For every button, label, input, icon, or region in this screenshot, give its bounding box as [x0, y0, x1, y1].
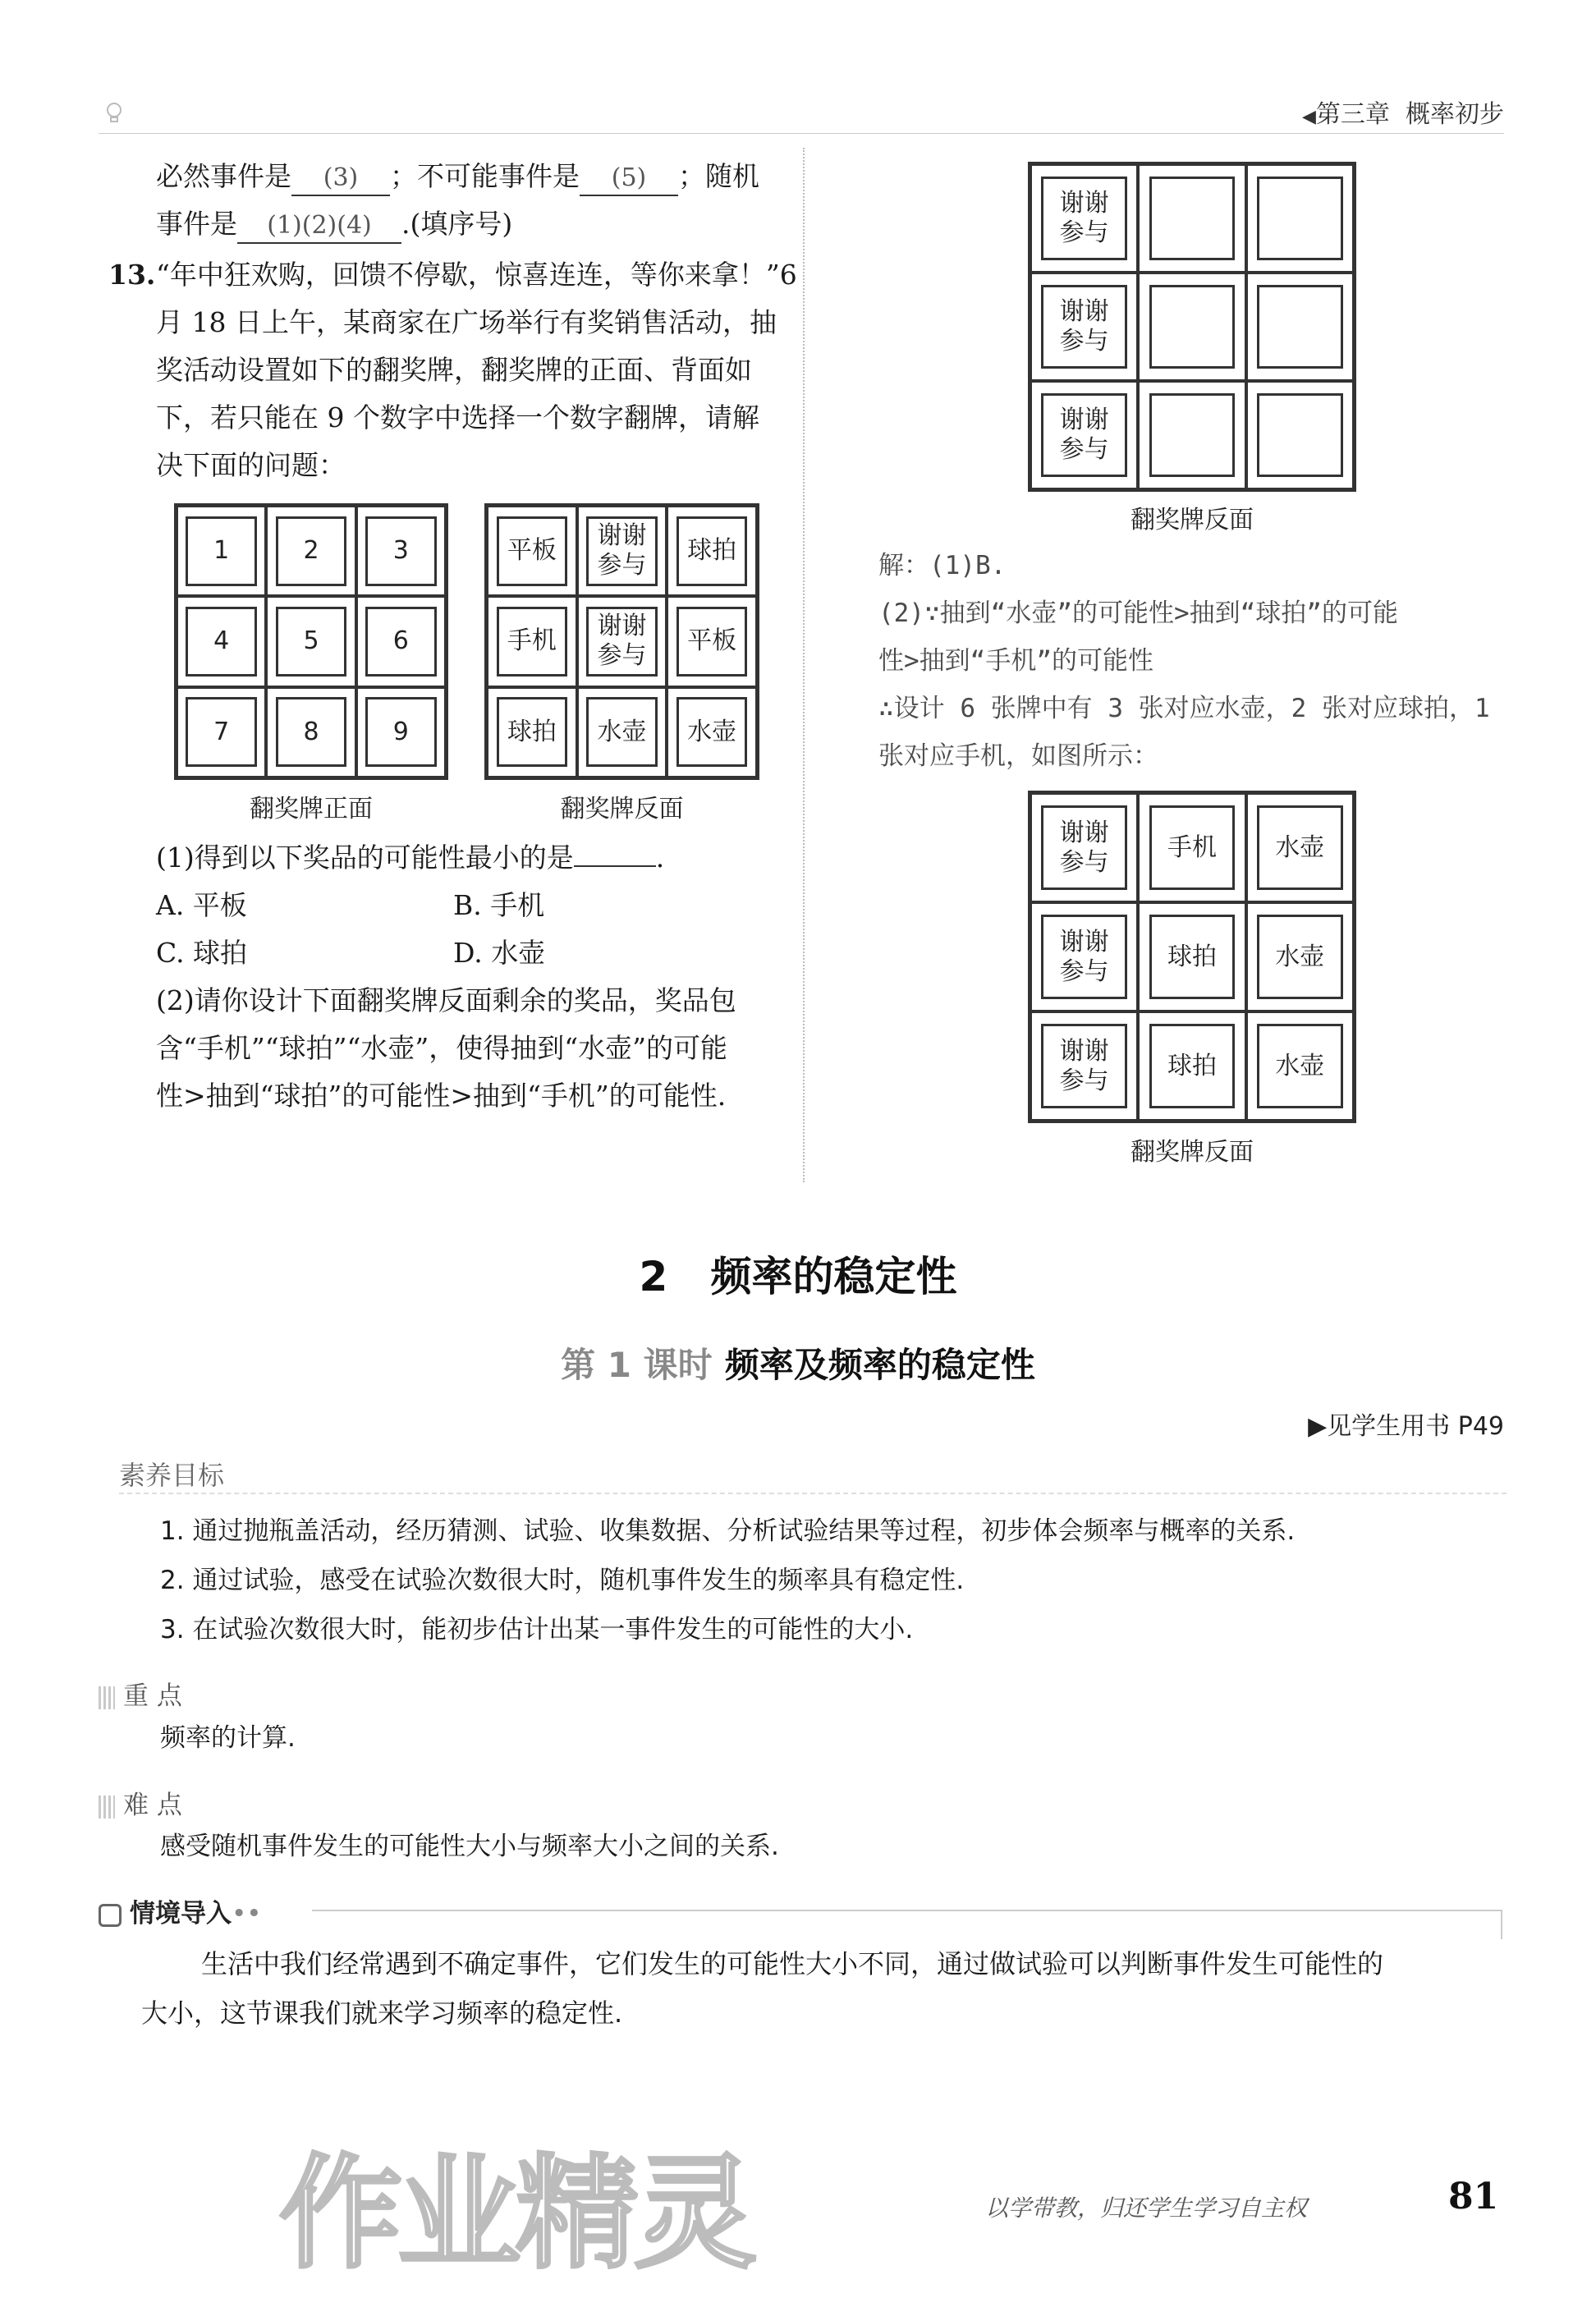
- answer-line-2: (2)∵抽到“水壶”的可能性>抽到“球拍”的可能: [878, 599, 1398, 628]
- back-cell: [667, 687, 757, 777]
- front-card-grid: [174, 503, 448, 780]
- q12-line2: [156, 200, 512, 248]
- filled-cell: [1246, 1011, 1354, 1121]
- q12-impossible-answer: (5): [580, 162, 678, 196]
- option-b: B. 手机: [453, 889, 545, 921]
- lesson-title: 频率及频率的稳定性: [724, 1345, 1035, 1385]
- triangle-icon: ◀: [1302, 107, 1316, 127]
- front-card: 6: [365, 607, 436, 677]
- blank-caption: 翻奖牌反面: [1130, 506, 1254, 534]
- q13-sub2-line-1: (2)请你设计下面翻奖牌反面剩余的奖品，奖品包: [156, 984, 736, 1016]
- difficult-bar-icon: [99, 1796, 115, 1819]
- back-card: 水壶: [586, 697, 658, 767]
- lesson-heading: [0, 1338, 1596, 1387]
- key-heading-text: 重 点: [123, 1681, 182, 1711]
- front-card: 9: [365, 697, 436, 767]
- blank-card: [1149, 393, 1235, 477]
- q13-line-5: 决下面的问题：: [156, 449, 346, 481]
- blank-cell: [1138, 381, 1245, 489]
- filled-card: 手机: [1149, 805, 1235, 890]
- watermark: 作业精灵: [279, 2143, 753, 2286]
- back-cell: [577, 506, 667, 596]
- filled-card: 球拍: [1149, 1024, 1235, 1108]
- front-cell: [266, 596, 355, 686]
- key-bar-icon: [99, 1686, 115, 1709]
- filled-card: 水壶: [1257, 805, 1342, 890]
- filled-cell: [1246, 793, 1354, 902]
- q13-sub1-text: (1)得到以下奖品的可能性最小的是: [156, 842, 574, 874]
- q13-line-1: “年中狂欢购，回馈不停歇，惊喜连连，等你来拿！”6: [156, 259, 797, 291]
- q12-impossible-label: ；不可能事件是: [390, 160, 580, 192]
- chapter-title: 概率初步: [1406, 100, 1504, 129]
- intro-heading: [99, 1892, 262, 1929]
- goals-heading: 素养目标: [119, 1460, 225, 1491]
- q13-line-2: 月 18 日上午，某商家在广场举行有奖销售活动，抽: [156, 306, 777, 338]
- back-cell: [577, 596, 667, 686]
- difficult-heading: [99, 1784, 182, 1821]
- front-cell: [266, 506, 355, 596]
- filled-cell: [1030, 902, 1138, 1011]
- filled-cell: [1138, 902, 1245, 1011]
- filled-card-grid: [1028, 791, 1356, 1123]
- blank-card: 谢谢 参与: [1041, 393, 1126, 477]
- filled-cell: [1030, 793, 1138, 902]
- lesson-prefix: 第 1 课时: [561, 1345, 713, 1385]
- option-d: D. 水壶: [453, 937, 546, 969]
- blank-card-grid: [1028, 162, 1356, 492]
- front-card: 5: [276, 607, 346, 677]
- front-caption: 翻奖牌正面: [250, 795, 373, 823]
- q12-line1: [156, 153, 759, 200]
- blank-cell: [1246, 164, 1354, 273]
- difficult-heading-text: 难 点: [123, 1791, 182, 1820]
- filled-card: 水壶: [1257, 915, 1342, 999]
- filled-card: 水壶: [1257, 1024, 1342, 1108]
- blank-card: 谢谢 参与: [1041, 177, 1126, 260]
- front-cell: [177, 596, 266, 686]
- goals-rule: [119, 1493, 1507, 1494]
- page-number: 81: [1448, 2176, 1499, 2218]
- intro-line-1: 生活中我们经常遇到不确定事件，它们发生的可能性大小不同，通过做试验可以判断事件发生可能性的: [201, 1948, 1384, 1979]
- goal-item-1: 1. 通过抛瓶盖活动，经历猜测、试验、收集数据、分析试验结果等过程，初步体会频率与概率的关系.: [160, 1516, 1296, 1546]
- option-a: A. 平板: [156, 889, 247, 921]
- intro-icon: [99, 1904, 122, 1927]
- back-card: 球拍: [497, 697, 568, 767]
- back-card: 谢谢 参与: [586, 607, 658, 677]
- filled-cell: [1246, 902, 1354, 1011]
- q13-line-4: 下，若只能在 9 个数字中选择一个数字翻牌，请解: [156, 401, 759, 433]
- bulb-icon: [105, 102, 123, 123]
- intro-line-2: 大小，这节课我们就来学习频率的稳定性.: [141, 1997, 623, 2029]
- back-card: 手机: [497, 607, 568, 677]
- back-caption: 翻奖牌反面: [560, 795, 684, 823]
- footer-slogan: 以学带教，归还学生学习自主权: [985, 2195, 1308, 2222]
- blank-cell: [1030, 164, 1138, 273]
- blank-card: [1257, 177, 1342, 260]
- q13-sub2-line-3: 性>抽到“球拍”的可能性>抽到“手机”的可能性.: [156, 1080, 727, 1112]
- back-card: 球拍: [676, 516, 748, 586]
- blank-cell: [1246, 381, 1354, 489]
- filled-card: 谢谢 参与: [1041, 915, 1126, 999]
- blank-cell: [1138, 273, 1245, 381]
- filled-card: 球拍: [1149, 915, 1235, 999]
- see-reference[interactable]: [1308, 1406, 1504, 1442]
- filled-caption: 翻奖牌反面: [1130, 1138, 1254, 1167]
- blank-card: 谢谢 参与: [1041, 285, 1126, 369]
- key-heading: [99, 1675, 182, 1712]
- back-card-grid: [484, 503, 759, 780]
- difficult-text: 感受随机事件发生的可能性大小与频率大小之间的关系.: [160, 1832, 779, 1861]
- front-card: 8: [276, 697, 346, 767]
- goal-item-3: 3. 在试验次数很大时，能初步估计出某一事件发生的可能性的大小.: [160, 1615, 914, 1644]
- column-divider: [803, 148, 805, 1182]
- filled-card: 谢谢 参与: [1041, 1024, 1126, 1108]
- q12-random-answer: (1)(2)(4): [237, 209, 401, 244]
- blank-card: [1149, 177, 1235, 260]
- filled-cell: [1138, 793, 1245, 902]
- back-card: 谢谢 参与: [586, 516, 658, 586]
- front-card: 3: [365, 516, 436, 586]
- answer-line-3: 性>抽到“手机”的可能性: [878, 646, 1153, 676]
- back-cell: [487, 687, 577, 777]
- section-title: 2 频率的稳定性: [639, 1253, 957, 1300]
- filled-cell: [1030, 1011, 1138, 1121]
- key-text: 频率的计算.: [160, 1723, 296, 1753]
- intro-heading-text: 情境导入: [130, 1899, 232, 1929]
- blank-card: [1149, 285, 1235, 369]
- q12-random-label: ；随机: [678, 160, 759, 192]
- answer-line-1: 解：(1)B.: [878, 551, 1007, 580]
- back-cell: [667, 506, 757, 596]
- see-reference-text: 见学生用书 P49: [1327, 1412, 1504, 1441]
- front-cell: [356, 687, 446, 777]
- answer-line-5: 张对应手机，如图所示：: [878, 741, 1158, 771]
- blank-cell: [1246, 273, 1354, 381]
- q12-certain-answer: (3): [291, 162, 390, 196]
- back-card: 水壶: [676, 697, 748, 767]
- front-card: 7: [186, 697, 256, 767]
- q13-sub2-line-2: 含“手机”“球拍”“水壶”，使得抽到“水壶”的可能: [156, 1032, 727, 1064]
- front-cell: [177, 687, 266, 777]
- q12-certain-label: 必然事件是: [156, 160, 291, 192]
- back-card: 平板: [676, 607, 748, 677]
- play-arrow-icon: ▶: [1308, 1412, 1328, 1441]
- blank-cell: [1138, 164, 1245, 273]
- back-cell: [577, 687, 667, 777]
- dots-icon: ••: [232, 1899, 262, 1929]
- option-c: C. 球拍: [156, 937, 248, 969]
- back-cell: [487, 596, 577, 686]
- chapter-header: [1302, 94, 1504, 130]
- q12-random-label-2: 事件是: [156, 208, 237, 240]
- blank-cell: [1030, 273, 1138, 381]
- q12-note: .(填序号): [401, 208, 513, 240]
- blank-card: [1257, 393, 1342, 477]
- intro-rule-end: [1501, 1910, 1502, 1939]
- q13-line-3: 奖活动设置如下的翻奖牌，翻奖牌的正面、背面如: [156, 354, 752, 386]
- back-cell: [667, 596, 757, 686]
- front-cell: [266, 687, 355, 777]
- q13-sub1-end: .: [655, 842, 665, 874]
- intro-rule: [312, 1910, 1502, 1911]
- front-card: 1: [186, 516, 256, 586]
- front-card: 2: [276, 516, 346, 586]
- front-card: 4: [186, 607, 256, 677]
- back-cell: [487, 506, 577, 596]
- goal-item-2: 2. 通过试验，感受在试验次数很大时，随机事件发生的频率具有稳定性.: [160, 1566, 965, 1595]
- blank-cell: [1030, 381, 1138, 489]
- q13-sub1-blank: [574, 865, 656, 867]
- front-cell: [356, 506, 446, 596]
- filled-cell: [1138, 1011, 1245, 1121]
- blank-card: [1257, 285, 1342, 369]
- front-cell: [356, 596, 446, 686]
- q13-sub1: [156, 834, 664, 882]
- filled-card: 谢谢 参与: [1041, 805, 1126, 890]
- front-cell: [177, 506, 266, 596]
- header-rule: [99, 133, 1504, 134]
- answer-line-4: ∴设计 6 张牌中有 3 张对应水壶，2 张对应球拍，1: [878, 694, 1490, 723]
- q13-number: 13.: [108, 259, 156, 291]
- chapter-label: 第三章: [1315, 100, 1390, 129]
- back-card: 平板: [497, 516, 568, 586]
